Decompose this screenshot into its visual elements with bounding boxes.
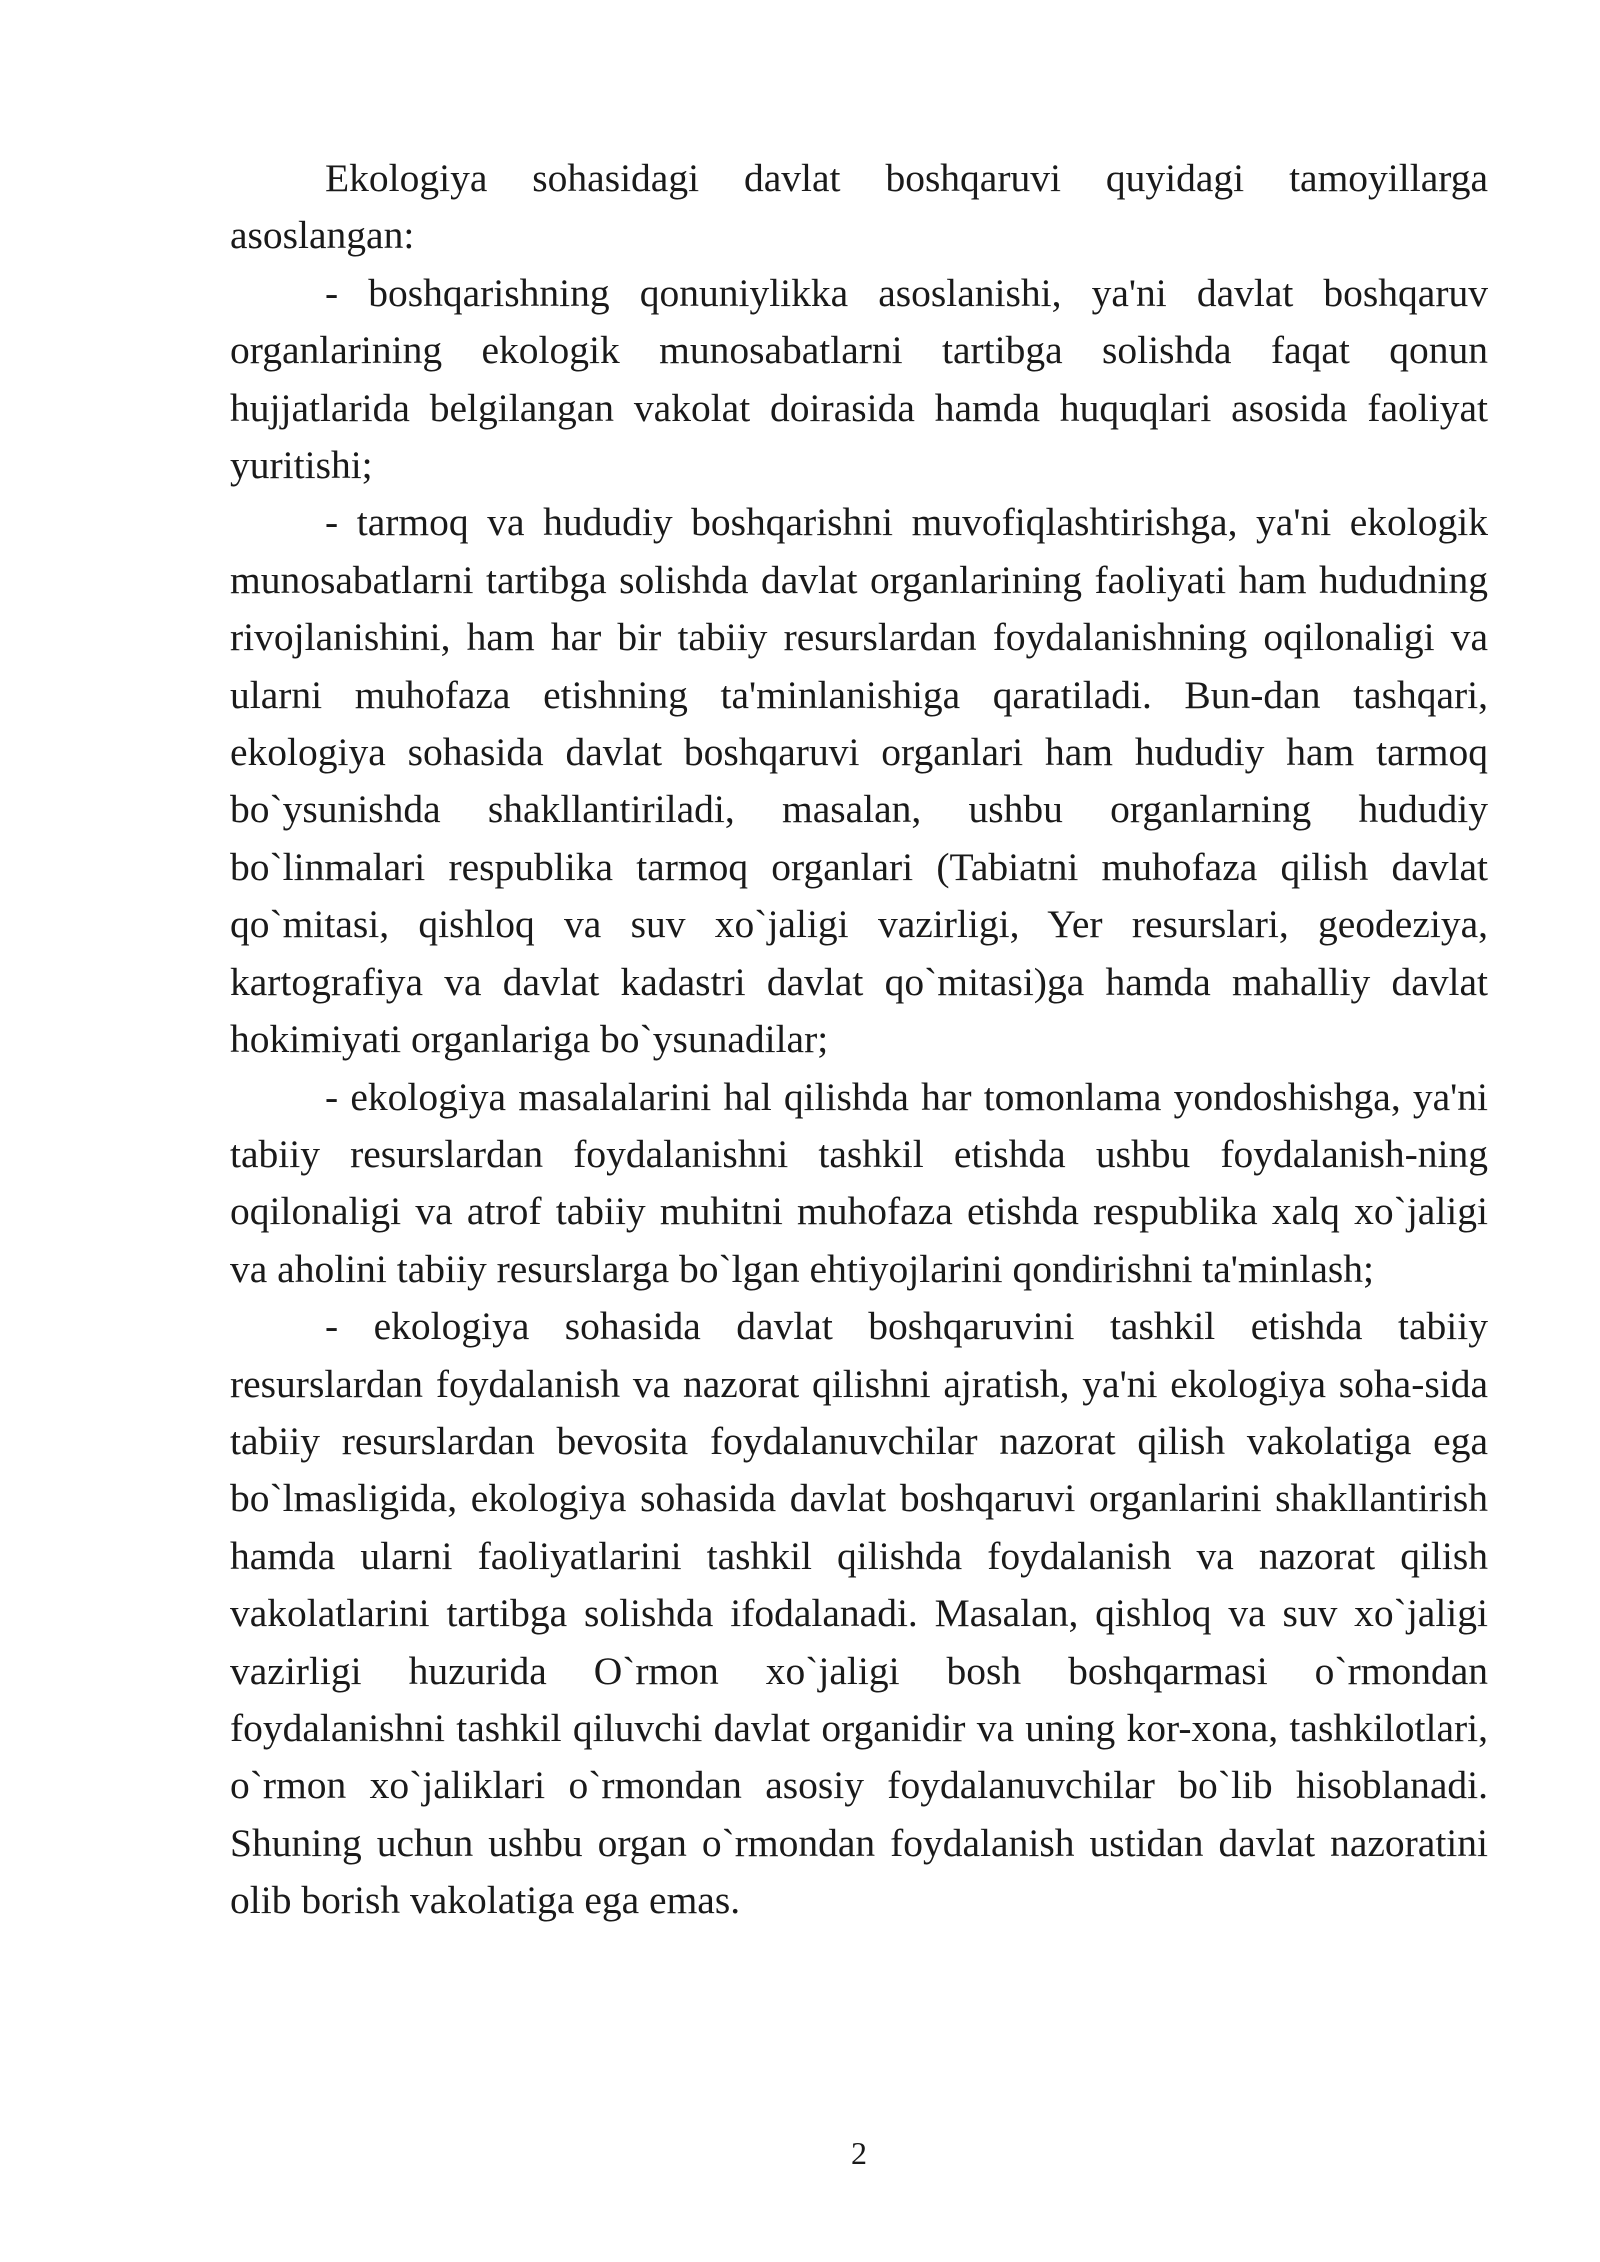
paragraph-separation-principle: - ekologiya sohasida davlat boshqaruvini tashkil etishda tabiiy resurslardan foydalanish va nazorat qilishni ajratish, ya'ni ekologiya soha-sida tabiiy resurslardan bevosita foydalanuvchilar nazorat qilish vakolatiga ega bo`lmasligida, ekologiya sohasida davlat boshqaruvi organlarini shakllantirish hamda ularni faoliyatlarini tashkil qilishda foydalanish va nazorat qilish vakolatlarini tartibga solishda ifodalanadi. Masalan, qishloq va suv xo`jaligi vazirligi huzurida O`rmon xo`jaligi bosh boshqarmasi o`rmondan foydalanishni tashkil qiluvchi davlat organidir va uning kor-xona, tashkilotlari, o`rmon xo`jaliklari o`rmondan asosiy foydalanuvchilar bo`lib hisoblanadi. Shuning uchun ushbu organ o`rmondan foydalanish ustidan davlat nazoratini olib borish vakolatiga ega emas. <box>230 1304 1488 1923</box>
paragraph-legality-principle: - boshqarishning qonuniylikka asoslanishi, ya'ni davlat boshqaruv organlarining ekologik munosabatlarni tartibga solishda faqat qonun hujjatlarida belgilangan vakolat doirasida hamda huquqlari asosida faoliyat yuritishi; <box>230 270 1488 488</box>
page-number: 2 <box>851 2135 867 2171</box>
paragraph-coordination-principle: - tarmoq va hududiy boshqarishni muvofiqlashtirishga, ya'ni ekologik munosabatlarni tartibga solishda davlat organlarining faoliyati ham hududning rivojlanishini, ham har bir tabiiy resurslardan foydalanishning oqilonaligi va ularni muhofaza etishning ta'minlanishiga qaratiladi. Bun-dan tashqari, ekologiya sohasida davlat boshqaruvi organlari ham hududiy ham tarmoq bo`ysunishda shakllantiriladi, masalan, ushbu organlarning hududiy bo`linmalari respublika tarmoq organlari (Tabiatni muhofaza qilish davlat qo`mitasi, qishloq va suv xo`jaligi vazirligi, Yer resurslari, geodeziya, kartografiya va davlat kadastri davlat qo`mitasi)ga hamda mahalliy davlat hokimiyati organlariga bo`ysunadilar; <box>230 500 1488 1062</box>
paragraph-comprehensive-approach: - ekologiya masalalarini hal qilishda har tomonlama yondoshishga, ya'ni tabiiy resurslardan foydalanishni tashkil etishda ushbu foydalanish-ning oqilonaligi va atrof tabiiy muhitni muhofaza etishda respublika xalq xo`jaligi va aholini tabiiy resurslarga bo`lgan ehtiyojlarini qondirishni ta'minlash; <box>230 1074 1488 1291</box>
paragraph-intro: Ekologiya sohasidagi davlat boshqaruvi quyidagi tamoyillarga asoslangan: <box>230 156 1488 258</box>
body-text <box>230 150 1488 1930</box>
